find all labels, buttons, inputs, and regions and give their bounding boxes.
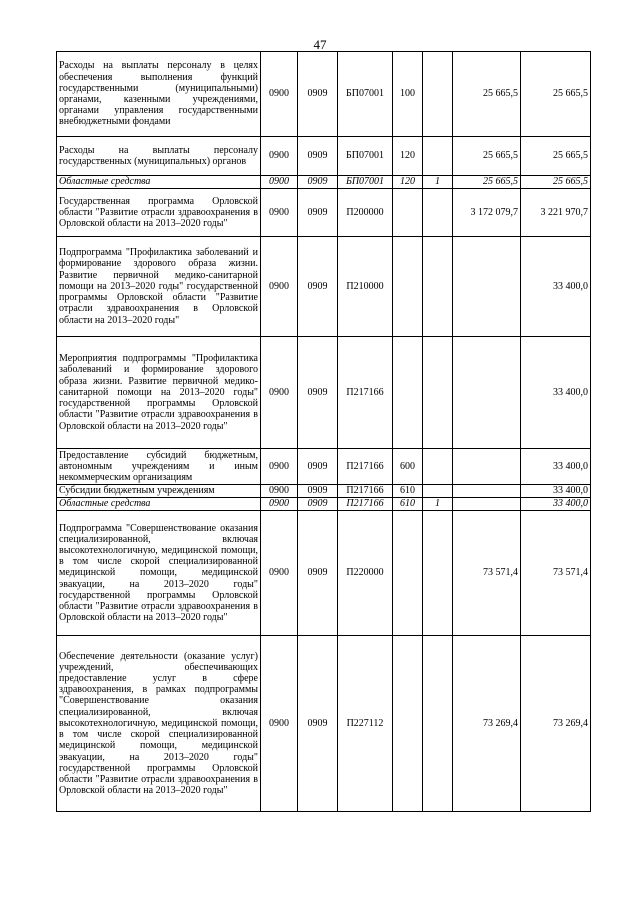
row-description: Мероприятия подпрограммы "Профилактика заболеваний и формирование здорового образа жизни. Развитие первичной медико-санитарной помощи на 2013–2020 годы" государственной программы Орловской области "Развитие отрасли здравоохранения в Орловской области на 2013–2020 годы" [57, 337, 261, 449]
subsection-code: 0909 [298, 498, 338, 511]
section-code: 0900 [261, 176, 298, 189]
row-description: Субсидии бюджетным учреждениям [57, 485, 261, 498]
funding-source-code [423, 137, 453, 176]
amount-year-2: 25 665,5 [521, 137, 591, 176]
expense-type-code: 120 [393, 176, 423, 189]
section-code: 0900 [261, 237, 298, 337]
amount-year-1: 3 172 079,7 [453, 189, 521, 237]
subsection-code: 0909 [298, 189, 338, 237]
subsection-code: 0909 [298, 485, 338, 498]
amount-year-2: 25 665,5 [521, 52, 591, 137]
target-article-code: П217166 [338, 485, 393, 498]
subsection-code: 0909 [298, 636, 338, 812]
amount-year-1: 73 269,4 [453, 636, 521, 812]
row-description: Обеспечение деятельности (оказание услуг) учреждений, обеспечивающих предоставление услуг в сфере здравоохранения, в рамках подпрограммы "Совершенствование оказания специализированной, включая высокотехнологичную, медицинской помощи, в том числе скорой специализированной медицинской помощи, медицинской эвакуации, на 2013–2020 годы" государственной программы Орловской области "Развитие отрасли здравоохранения в Орловской области на 2013–2020 годы" [57, 636, 261, 812]
row-description: Областные средства [57, 176, 261, 189]
subsection-code: 0909 [298, 52, 338, 137]
expense-type-code [393, 237, 423, 337]
amount-year-2: 33 400,0 [521, 498, 591, 511]
expense-type-code: 120 [393, 137, 423, 176]
table-row [57, 449, 591, 485]
target-article-code: П217166 [338, 498, 393, 511]
table-row [57, 337, 591, 449]
target-article-code: БП07001 [338, 52, 393, 137]
row-description: Подпрограмма "Профилактика заболеваний и формирование здорового образа жизни. Развитие первичной медико-санитарной помощи на 2013–2020 годы" государственной программы Орловской области "Развитие отрасли здравоохранения в Орловской области на 2013–2020 годы" [57, 237, 261, 337]
expense-type-code: 610 [393, 485, 423, 498]
section-code: 0900 [261, 636, 298, 812]
expense-type-code: 610 [393, 498, 423, 511]
amount-year-1: 25 665,5 [453, 176, 521, 189]
section-code: 0900 [261, 485, 298, 498]
table-row [57, 137, 591, 176]
target-article-code: П217166 [338, 337, 393, 449]
subsection-code: 0909 [298, 337, 338, 449]
target-article-code: БП07001 [338, 176, 393, 189]
table-row [57, 189, 591, 237]
target-article-code: П200000 [338, 189, 393, 237]
table-row [57, 52, 591, 137]
amount-year-1: 25 665,5 [453, 52, 521, 137]
table-row [57, 511, 591, 636]
budget-table [56, 51, 591, 812]
page-number: 47 [313, 37, 327, 52]
amount-year-1 [453, 449, 521, 485]
funding-source-code [423, 189, 453, 237]
section-code: 0900 [261, 337, 298, 449]
section-code: 0900 [261, 189, 298, 237]
funding-source-code [423, 485, 453, 498]
subsection-code: 0909 [298, 176, 338, 189]
expense-type-code: 100 [393, 52, 423, 137]
amount-year-2: 33 400,0 [521, 337, 591, 449]
expense-type-code [393, 636, 423, 812]
subsection-code: 0909 [298, 137, 338, 176]
table-row [57, 636, 591, 812]
amount-year-2: 33 400,0 [521, 449, 591, 485]
target-article-code: П227112 [338, 636, 393, 812]
amount-year-1: 73 571,4 [453, 511, 521, 636]
amount-year-2: 73 571,4 [521, 511, 591, 636]
row-description: Государственная программа Орловской области "Развитие отрасли здравоохранения в Орловской области на 2013–2020 годы" [57, 189, 261, 237]
target-article-code: П217166 [338, 449, 393, 485]
target-article-code: П210000 [338, 237, 393, 337]
section-code: 0900 [261, 498, 298, 511]
subsection-code: 0909 [298, 237, 338, 337]
amount-year-1 [453, 337, 521, 449]
table-row [57, 176, 591, 189]
expense-type-code [393, 189, 423, 237]
expense-type-code [393, 511, 423, 636]
funding-source-code [423, 449, 453, 485]
expense-type-code [393, 337, 423, 449]
amount-year-1 [453, 237, 521, 337]
amount-year-2: 25 665,5 [521, 176, 591, 189]
section-code: 0900 [261, 52, 298, 137]
amount-year-1 [453, 485, 521, 498]
row-description: Областные средства [57, 498, 261, 511]
table-row [57, 485, 591, 498]
table-row [57, 237, 591, 337]
target-article-code: БП07001 [338, 137, 393, 176]
funding-source-code: 1 [423, 176, 453, 189]
row-description: Расходы на выплаты персоналу государственных (муниципальных) органов [57, 137, 261, 176]
subsection-code: 0909 [298, 449, 338, 485]
subsection-code: 0909 [298, 511, 338, 636]
amount-year-2: 73 269,4 [521, 636, 591, 812]
section-code: 0900 [261, 511, 298, 636]
funding-source-code [423, 337, 453, 449]
table-row [57, 498, 591, 511]
amount-year-2: 3 221 970,7 [521, 189, 591, 237]
expense-type-code: 600 [393, 449, 423, 485]
target-article-code: П220000 [338, 511, 393, 636]
amount-year-2: 33 400,0 [521, 485, 591, 498]
funding-source-code: 1 [423, 498, 453, 511]
section-code: 0900 [261, 449, 298, 485]
row-description: Расходы на выплаты персоналу в целях обеспечения выполнения функций государственными (муниципальными) органами, казенными учреждениями, органами управления государственными внебюджетными фондами [57, 52, 261, 137]
row-description: Предоставление субсидий бюджетным, автономным учреждениям и иным некоммерческим организациям [57, 449, 261, 485]
section-code: 0900 [261, 137, 298, 176]
amount-year-2: 33 400,0 [521, 237, 591, 337]
amount-year-1 [453, 498, 521, 511]
funding-source-code [423, 511, 453, 636]
funding-source-code [423, 636, 453, 812]
row-description: Подпрограмма "Совершенствование оказания специализированной, включая высокотехнологичную, медицинской помощи, в том числе скорой специализированной медицинской помощи, медицинской эвакуации, на 2013–2020 годы" государственной программы Орловской области "Развитие отрасли здравоохранения в Орловской области на 2013–2020 годы" [57, 511, 261, 636]
funding-source-code [423, 237, 453, 337]
amount-year-1: 25 665,5 [453, 137, 521, 176]
funding-source-code [423, 52, 453, 137]
